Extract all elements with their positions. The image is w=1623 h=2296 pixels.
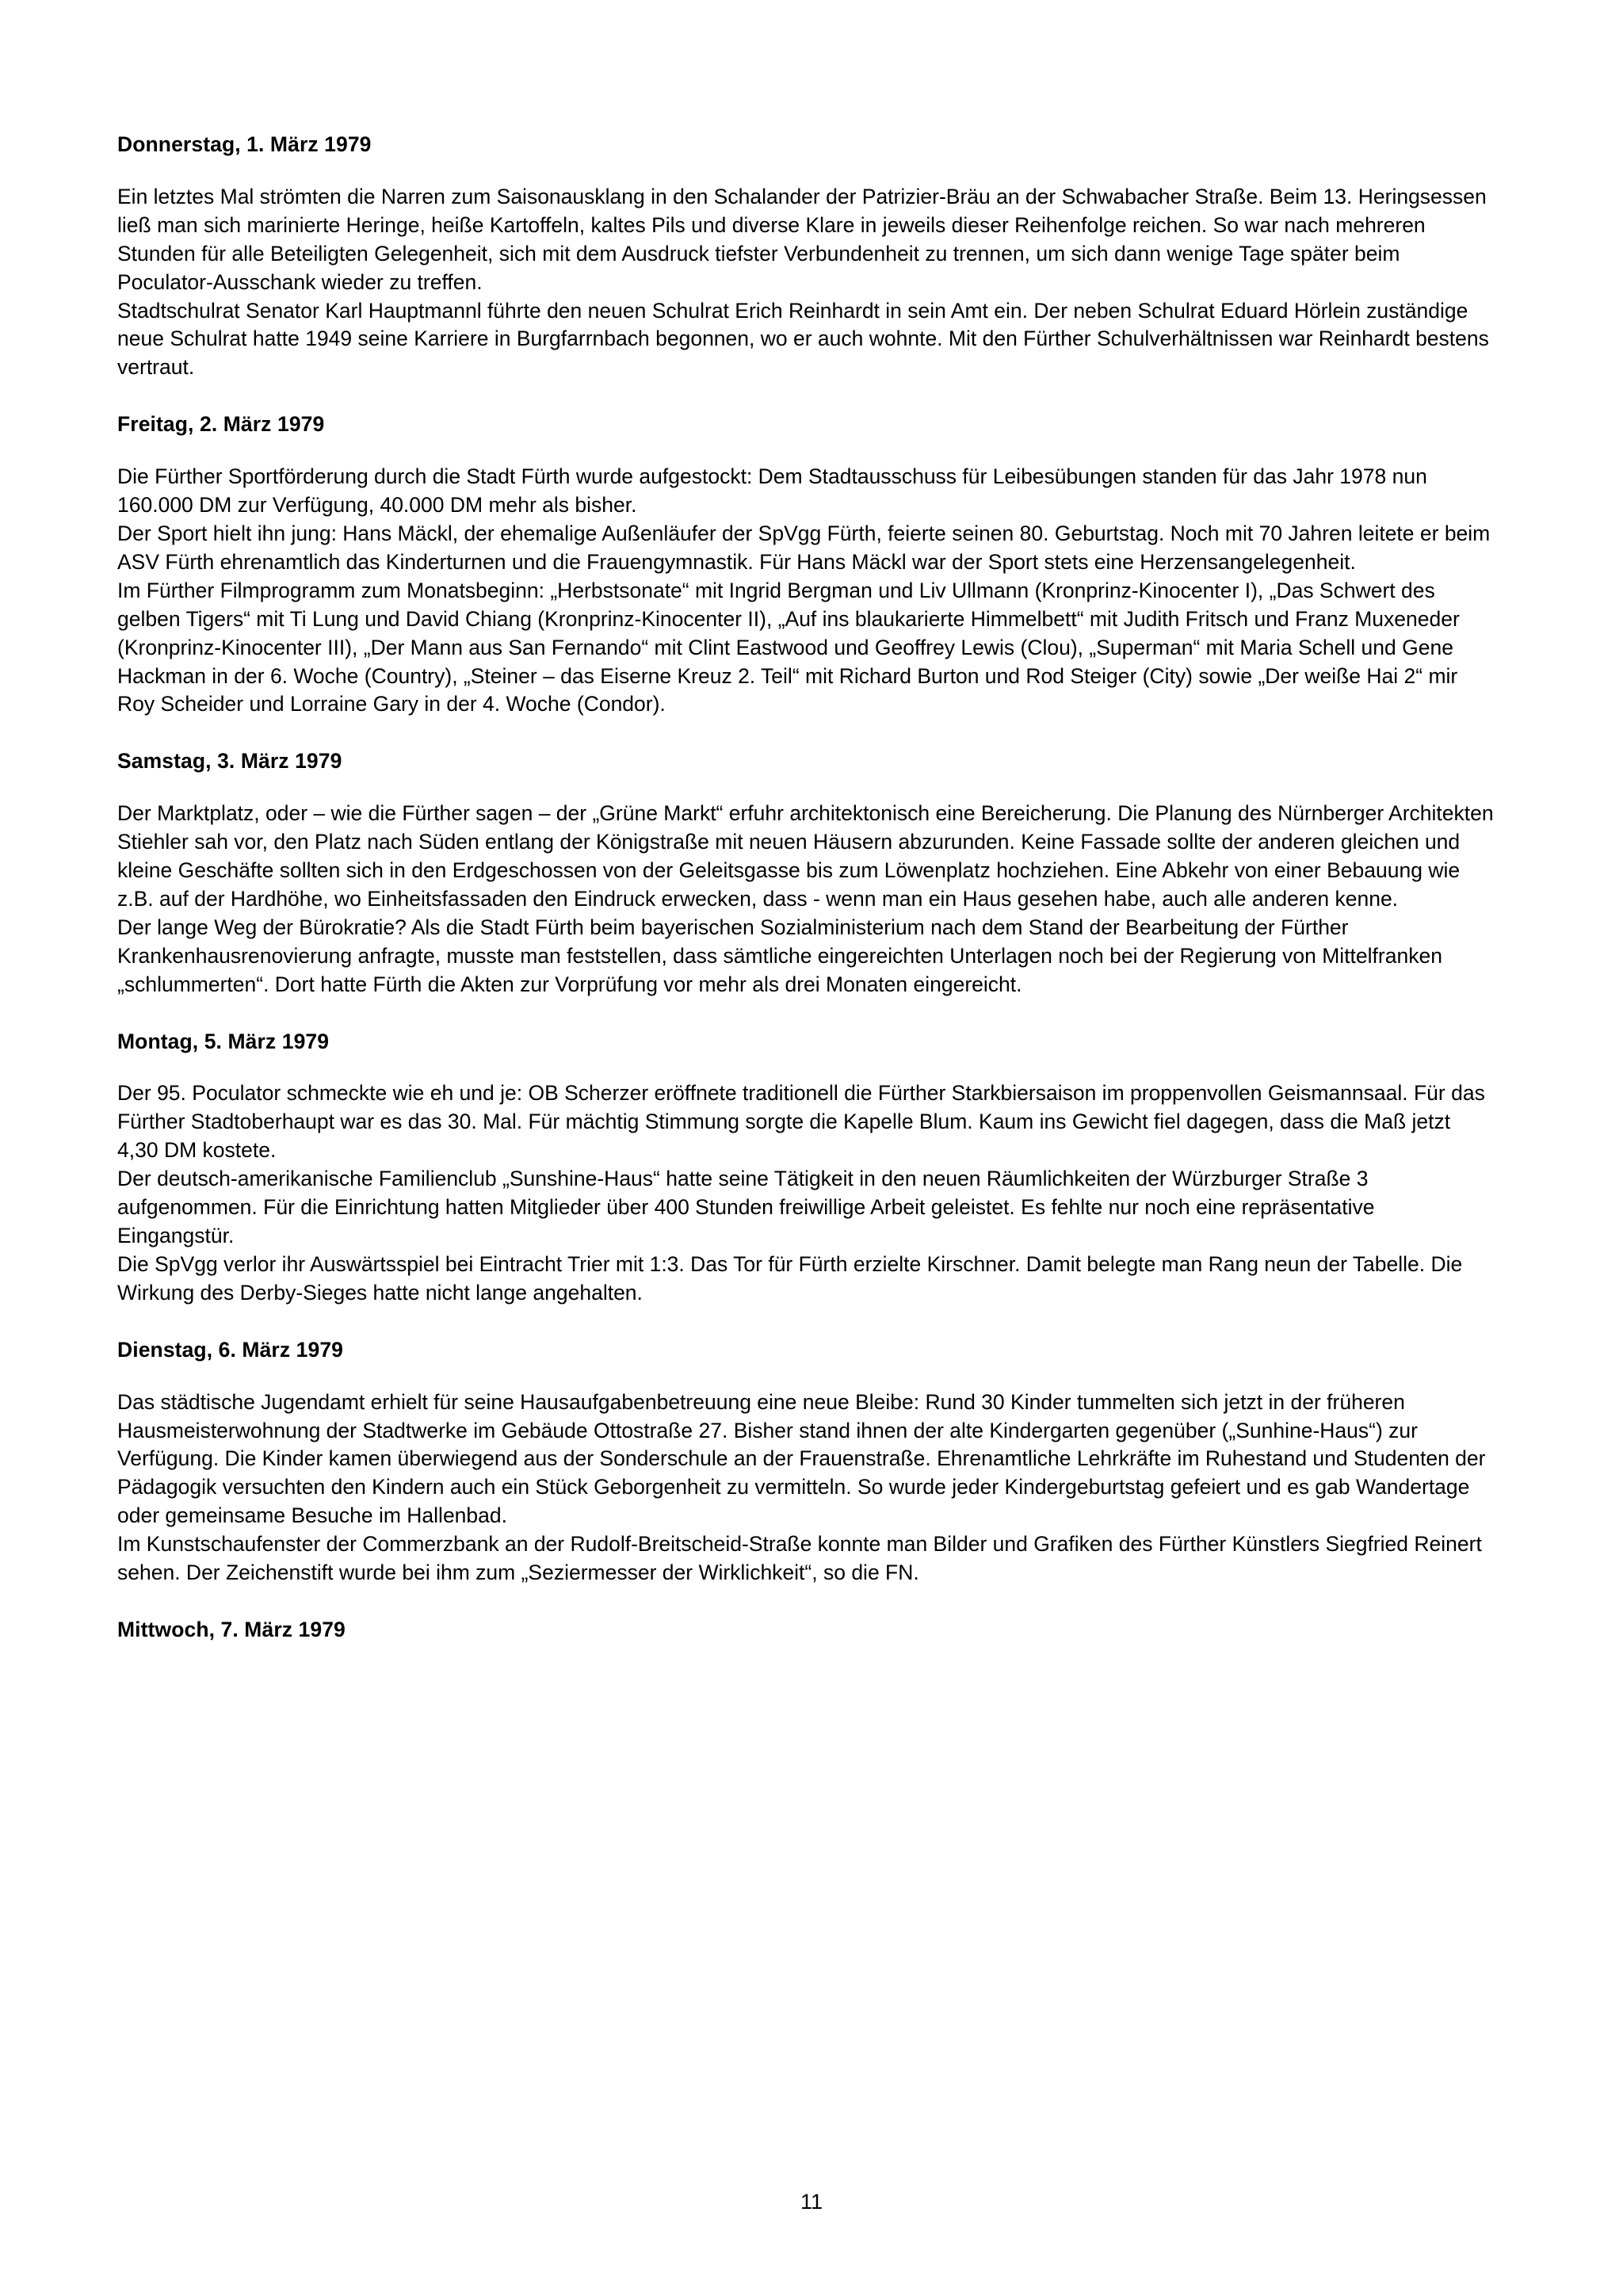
entry-paragraph: Der 95. Poculator schmeckte wie eh und je: OB Scherzer eröffnete traditionell die Fürther Starkbiersaison im proppenvollen Geismannsaal. Für das Fürther Stadtoberhaupt war es das 30. Mal. Für mächtig Stimmung sorgte die Kapelle Blum. Kaum ins Gewicht fiel dagegen, dass die Maß jetzt 4,30 DM kostete. — [117, 1081, 1485, 1163]
entry-date-heading: Dienstag, 6. März 1979 — [117, 1337, 343, 1362]
entry-paragraph: Die SpVgg verlor ihr Auswärtsspiel bei Eintracht Trier mit 1:3. Das Tor für Fürth erzielte Kirschner. Damit belegte man Rang neun der Tabelle. Die Wirkung des Derby-Sieges hatte nicht lange angehalten. — [117, 1251, 1463, 1305]
diary-entry — [117, 1336, 1496, 1587]
entry-date-heading: Samstag, 3. März 1979 — [117, 749, 342, 774]
page-number: 11 — [800, 2190, 823, 2214]
entry-paragraph: Im Kunstschaufenster der Commerzbank an der Rudolf-Breitscheid-Straße konnte man Bilder und Grafiken des Fürther Künstlers Siegfried Reinert sehen. Der Zeichenstift wurde bei ihm zum „Seziermesser der Wirklichkeit“, so die FN. — [117, 1532, 1482, 1585]
entry-paragraph: Die Fürther Sportförderung durch die Stadt Fürth wurde aufgestockt: Dem Stadtausschuss für Leibesübungen standen für das Jahr 1978 nun 160.000 DM zur Verfügung, 40.000 DM mehr als bisher. — [117, 464, 1427, 518]
entry-paragraph: Stadtschulrat Senator Karl Hauptmannl führte den neuen Schulrat Erich Reinhardt in sein Amt ein. Der neben Schulrat Eduard Hörlein zuständige neue Schulrat hatte 1949 seine Karriere in Burgfarrnbach begonnen, wo er auch wohnte. Mit den Fürther Schulverhältnissen war Reinhardt bestens vertraut. — [117, 298, 1489, 380]
entry-paragraph: Ein letztes Mal strömten die Narren zum Saisonausklang in den Schalander der Patrizier-Bräu an der Schwabacher Straße. Beim 13. Heringsessen ließ man sich marinierte Heringe, heiße Kartoffeln, kaltes Pils und diverse Klare in jeweils dieser Reihenfolge reichen. So war nach mehreren Stunden für alle Beteiligten Gelegenheit, sich mit dem Ausdruck tiefster Verbundenheit zu trennen, um sich dann wenige Tage später beim Poculator-Ausschank wieder zu treffen. — [117, 184, 1487, 294]
diary-entry — [117, 1028, 1496, 1308]
diary-entry — [117, 131, 1496, 382]
entry-paragraph: Der Sport hielt ihn jung: Hans Mäckl, der ehemalige Außenläufer der SpVgg Fürth, feierte seinen 80. Geburtstag. Noch mit 70 Jahren leitete er beim ASV Fürth ehrenamtlich das Kinderturnen und die Frauengymnastik. Für Hans Mäckl war der Sport stets eine Herzensangelegenheit. — [117, 521, 1491, 574]
document-body — [117, 131, 1496, 1645]
diary-entry — [117, 411, 1496, 719]
entry-paragraph: Im Fürther Filmprogramm zum Monatsbeginn: „Herbstsonate“ mit Ingrid Bergman und Liv Ullmann (Kronprinz-Kinocenter I), „Das Schwert des gelben Tigers“ mit Ti Lung und David Chiang (Kronprinz-Kinocenter II), „Auf ins blaukarierte Himmelbett“ mit Judith Fritsch und Franz Muxeneder (Kronprinz-Kinocenter III), „Der Mann aus San Fernando“ mit Clint Eastwood und Geoffrey Lewis (Clou), „Superman“ mit Maria Schell und Gene Hackman in der 6. Woche (Country), „Steiner – das Eiserne Kreuz 2. Teil“ mit Richard Burton und Rod Steiger (City) sowie „Der weiße Hai 2“ mir Roy Scheider und Lorraine Gary in der 4. Woche (Condor). — [117, 578, 1460, 716]
entry-paragraph: Der lange Weg der Bürokratie? Als die Stadt Fürth beim bayerischen Sozialministerium nach dem Stand der Bearbeitung der Fürther Krankenhausrenovierung anfragte, musste man feststellen, dass sämtliche eingereichten Unterlagen noch bei der Regierung von Mittelfranken „schlummerten“. Dort hatte Fürth die Akten zur Vorprüfung vor mehr als drei Monaten eingereicht. — [117, 915, 1442, 996]
entry-date-heading: Montag, 5. März 1979 — [117, 1029, 330, 1053]
diary-entry — [117, 1616, 1496, 1645]
entry-paragraph: Das städtische Jugendamt erhielt für seine Hausaufgabenbetreuung eine neue Bleibe: Rund 30 Kinder tummelten sich jetzt in der früheren Hausmeisterwohnung der Stadtwerke im Gebäude Ottostraße 27. Bisher stand ihnen der alte Kindergarten gegenüber („Sunhine-Haus“) zur Verfügung. Die Kinder kamen überwiegend aus der Sonderschule an der Frauenstraße. Ehrenamtliche Lehrkräfte im Ruhestand und Studenten der Pädagogik versuchten den Kindern auch ein Stück Geborgenheit zu vermitteln. So wurde jeder Kindergeburtstag gefeiert und es gab Wandertage oder gemeinsame Besuche im Hallenbad. — [117, 1389, 1486, 1528]
entry-paragraph: Der deutsch-amerikanische Familienclub „Sunshine-Haus“ hatte seine Tätigkeit in den neuen Räumlichkeiten der Würzburger Straße 3 aufgenommen. Für die Einrichtung hatten Mitglieder über 400 Stunden freiwillige Arbeit geleistet. Es fehlte nur noch eine repräsentative Eingangstür. — [117, 1167, 1375, 1247]
entry-body — [117, 1389, 1496, 1587]
entry-date-heading: Mittwoch, 7. März 1979 — [117, 1617, 346, 1641]
entry-paragraph: Der Marktplatz, oder – wie die Fürther sagen – der „Grüne Markt“ erfuhr architektonisch eine Bereicherung. Die Planung des Nürnberger Architekten Stiehler sah vor, den Platz nach Süden entlang der Königstraße mit neuen Häusern abzurunden. Keine Fassade sollte der anderen gleichen und kleine Geschäfte sollten sich in den Erdgeschossen von der Geleitsgasse bis zum Löwenplatz hochziehen. Eine Abkehr von einer Bebauung wie z.B. auf der Hardhöhe, wo Einheitsfassaden den Eindruck erwecken, dass - wenn man ein Haus gesehen habe, auch alle anderen kenne. — [117, 801, 1494, 911]
entry-body — [117, 463, 1496, 719]
entry-body — [117, 800, 1496, 999]
diary-entry — [117, 747, 1496, 999]
entry-date-heading: Donnerstag, 1. März 1979 — [117, 132, 372, 156]
entry-body — [117, 183, 1496, 382]
entry-body — [117, 1079, 1496, 1307]
entry-date-heading: Freitag, 2. März 1979 — [117, 412, 325, 437]
